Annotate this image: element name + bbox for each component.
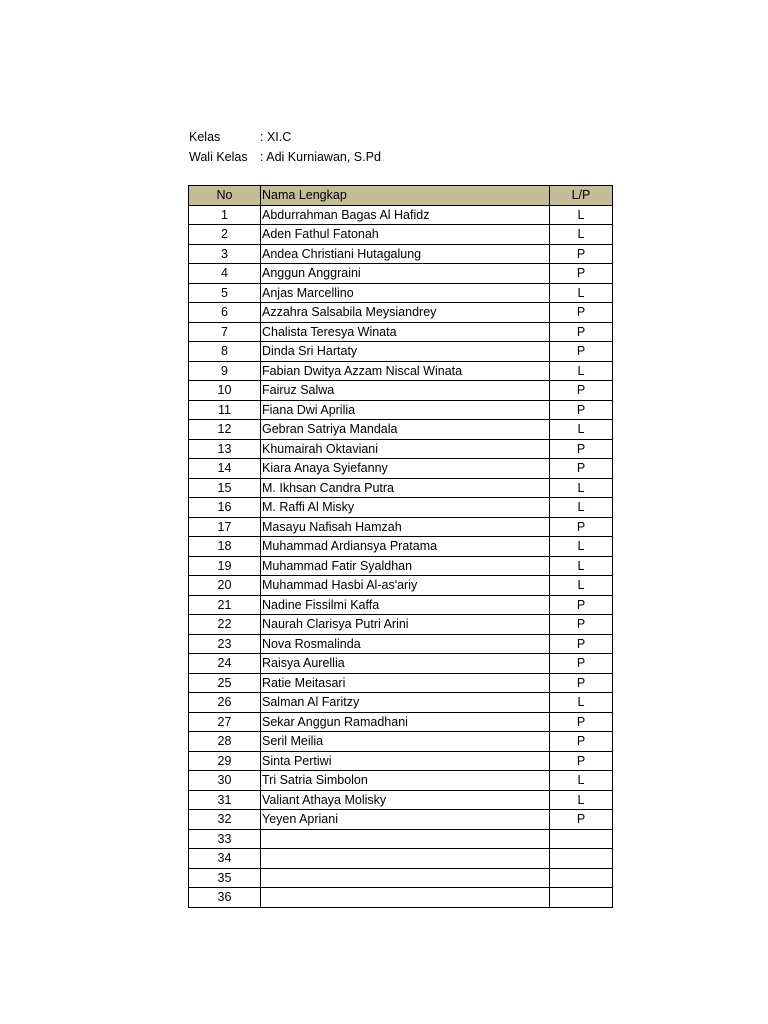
table-row [189, 264, 613, 284]
table-row [189, 381, 613, 401]
student-gender: L [550, 283, 613, 303]
table-header-row [189, 186, 613, 206]
student-name: Masayu Nafisah Hamzah [261, 517, 550, 537]
student-gender [550, 829, 613, 849]
row-number: 3 [189, 244, 261, 264]
row-number: 21 [189, 595, 261, 615]
student-gender: L [550, 420, 613, 440]
row-number: 31 [189, 790, 261, 810]
student-name: Chalista Teresya Winata [261, 322, 550, 342]
table-row [189, 537, 613, 557]
table-row [189, 244, 613, 264]
student-name: Azzahra Salsabila Meysiandrey [261, 303, 550, 323]
table-row [189, 810, 613, 830]
student-gender: L [550, 771, 613, 791]
student-gender: P [550, 654, 613, 674]
row-number: 20 [189, 576, 261, 596]
table-row [189, 517, 613, 537]
student-gender: P [550, 732, 613, 752]
student-name: Muhammad Fatir Syaldhan [261, 556, 550, 576]
student-gender: P [550, 712, 613, 732]
table-row [189, 615, 613, 635]
student-name [261, 849, 550, 869]
student-gender: P [550, 634, 613, 654]
student-name: Ratie Meitasari [261, 673, 550, 693]
table-row [189, 361, 613, 381]
wali-kelas-row [189, 148, 381, 168]
row-number: 10 [189, 381, 261, 401]
table-row [189, 459, 613, 479]
table-row [189, 849, 613, 869]
student-gender [550, 888, 613, 908]
row-number: 26 [189, 693, 261, 713]
student-name: Abdurrahman Bagas Al Hafidz [261, 205, 550, 225]
student-name: Fairuz Salwa [261, 381, 550, 401]
table-row [189, 498, 613, 518]
row-number: 7 [189, 322, 261, 342]
student-gender: P [550, 810, 613, 830]
table-row [189, 420, 613, 440]
table-row [189, 693, 613, 713]
row-number: 36 [189, 888, 261, 908]
table-row [189, 303, 613, 323]
row-number: 8 [189, 342, 261, 362]
student-gender: P [550, 595, 613, 615]
row-number: 32 [189, 810, 261, 830]
student-gender: P [550, 322, 613, 342]
table-row [189, 712, 613, 732]
class-info [189, 128, 381, 167]
table-row [189, 771, 613, 791]
student-name: Raisya Aurellia [261, 654, 550, 674]
table-row [189, 478, 613, 498]
student-gender: P [550, 615, 613, 635]
row-number: 29 [189, 751, 261, 771]
header-name: Nama Lengkap [261, 186, 550, 206]
row-number: 16 [189, 498, 261, 518]
student-name: M. Ikhsan Candra Putra [261, 478, 550, 498]
row-number: 35 [189, 868, 261, 888]
student-gender: P [550, 517, 613, 537]
student-name: Andea Christiani Hutagalung [261, 244, 550, 264]
student-gender: P [550, 459, 613, 479]
row-number: 14 [189, 459, 261, 479]
student-name: Fiana Dwi Aprilia [261, 400, 550, 420]
header-no: No [189, 186, 261, 206]
row-number: 11 [189, 400, 261, 420]
student-gender: L [550, 693, 613, 713]
student-name: Tri Satria Simbolon [261, 771, 550, 791]
student-name [261, 829, 550, 849]
table-row [189, 732, 613, 752]
student-name: Seril Meilia [261, 732, 550, 752]
table-row [189, 868, 613, 888]
row-number: 1 [189, 205, 261, 225]
student-name: Valiant Athaya Molisky [261, 790, 550, 810]
table-row [189, 673, 613, 693]
student-name: Dinda Sri Hartaty [261, 342, 550, 362]
table-body [189, 205, 613, 907]
student-name: Nova Rosmalinda [261, 634, 550, 654]
student-gender: L [550, 361, 613, 381]
student-name: Aden Fathul Fatonah [261, 225, 550, 245]
kelas-label: Kelas [189, 130, 221, 144]
table-row [189, 342, 613, 362]
row-number: 6 [189, 303, 261, 323]
student-name: Yeyen Apriani [261, 810, 550, 830]
row-number: 15 [189, 478, 261, 498]
student-name: Khumairah Oktaviani [261, 439, 550, 459]
student-gender: P [550, 303, 613, 323]
row-number: 34 [189, 849, 261, 869]
row-number: 4 [189, 264, 261, 284]
student-name: Sekar Anggun Ramadhani [261, 712, 550, 732]
table-row [189, 225, 613, 245]
student-name: Muhammad Hasbi Al-as'ariy [261, 576, 550, 596]
student-gender: P [550, 439, 613, 459]
wali-kelas-value: : Adi Kurniawan, S.Pd [260, 149, 381, 164]
row-number: 27 [189, 712, 261, 732]
row-number: 5 [189, 283, 261, 303]
table-row [189, 400, 613, 420]
row-number: 13 [189, 439, 261, 459]
student-name: Salman Al Faritzy [261, 693, 550, 713]
row-number: 12 [189, 420, 261, 440]
student-gender: P [550, 244, 613, 264]
student-name: Kiara Anaya Syiefanny [261, 459, 550, 479]
table-row [189, 634, 613, 654]
student-name [261, 868, 550, 888]
row-number: 33 [189, 829, 261, 849]
student-gender: L [550, 205, 613, 225]
table-row [189, 283, 613, 303]
student-gender [550, 849, 613, 869]
table-row [189, 576, 613, 596]
table-row [189, 888, 613, 908]
student-name: Anjas Marcellino [261, 283, 550, 303]
student-gender: L [550, 556, 613, 576]
table-row [189, 790, 613, 810]
student-table [188, 185, 613, 908]
table-row [189, 556, 613, 576]
student-gender: L [550, 537, 613, 557]
row-number: 18 [189, 537, 261, 557]
student-gender: P [550, 400, 613, 420]
row-number: 25 [189, 673, 261, 693]
student-name: Sinta Pertiwi [261, 751, 550, 771]
row-number: 22 [189, 615, 261, 635]
student-gender: P [550, 381, 613, 401]
kelas-row [189, 128, 381, 148]
row-number: 17 [189, 517, 261, 537]
row-number: 30 [189, 771, 261, 791]
student-gender: L [550, 576, 613, 596]
student-gender: P [550, 264, 613, 284]
header-gender: L/P [550, 186, 613, 206]
student-gender: L [550, 498, 613, 518]
student-gender [550, 868, 613, 888]
row-number: 9 [189, 361, 261, 381]
student-gender: L [550, 478, 613, 498]
row-number: 2 [189, 225, 261, 245]
row-number: 24 [189, 654, 261, 674]
table-row [189, 439, 613, 459]
table-row [189, 654, 613, 674]
table-row [189, 829, 613, 849]
student-name: Nadine Fissilmi Kaffa [261, 595, 550, 615]
student-name: Gebran Satriya Mandala [261, 420, 550, 440]
student-gender: L [550, 225, 613, 245]
table-row [189, 322, 613, 342]
row-number: 19 [189, 556, 261, 576]
student-name: Anggun Anggraini [261, 264, 550, 284]
row-number: 23 [189, 634, 261, 654]
student-gender: P [550, 342, 613, 362]
student-gender: P [550, 751, 613, 771]
student-name: M. Raffi Al Misky [261, 498, 550, 518]
kelas-value: : XI.C [260, 130, 292, 144]
wali-kelas-label: Wali Kelas [189, 149, 248, 164]
table-row [189, 205, 613, 225]
student-name: Fabian Dwitya Azzam Niscal Winata [261, 361, 550, 381]
student-gender: L [550, 790, 613, 810]
student-gender: P [550, 673, 613, 693]
table-row [189, 751, 613, 771]
student-name: Muhammad Ardiansya Pratama [261, 537, 550, 557]
table-row [189, 595, 613, 615]
row-number: 28 [189, 732, 261, 752]
student-name: Naurah Clarisya Putri Arini [261, 615, 550, 635]
student-name [261, 888, 550, 908]
